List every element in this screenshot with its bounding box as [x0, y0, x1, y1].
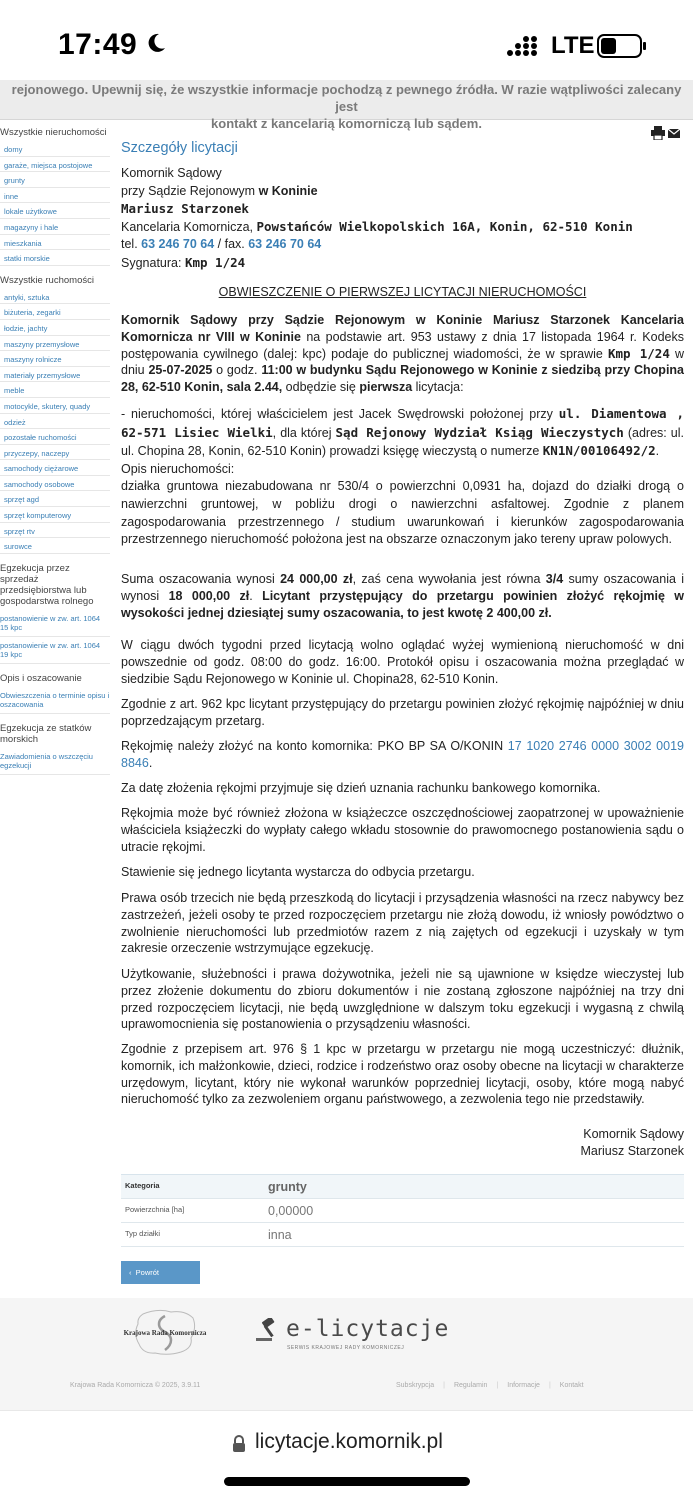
sidebar-item[interactable]: motocykle, skutery, quady	[0, 398, 110, 414]
footer-link-terms[interactable]: Regulamin	[453, 1382, 488, 1389]
elicytacje-subtitle: SERWIS KRAJOWEJ RADY KOMORNICZEJ	[287, 1345, 405, 1351]
footer-link-info[interactable]: Informacje	[507, 1382, 540, 1389]
table-row	[121, 1223, 684, 1247]
sidebar-item[interactable]: domy	[0, 141, 110, 157]
table-value: inna	[268, 1228, 292, 1242]
notice-paragraph-3: Suma oszacowania wynosi 24 000,00 zł, zaś cena wywołania jest równa 3/4 sumy oszacowania i wynosi 18 000,00 zł. Licytant przystępujący do przetargu powinien złożyć rękojmię w wysokości jednej dziesiątej sumy oszacowania, to jest kwotę 2 400,00 zł.	[121, 572, 685, 620]
sidebar-item[interactable]: postanowienie w zw. art. 1064 15 kpc	[0, 610, 110, 637]
krk-logo-text: Krajowa Rada Komornicza	[123, 1329, 207, 1337]
banner-line-2: kontakt z kancelarią komorniczą lub sądem.	[211, 116, 482, 131]
status-time: 17:49	[58, 28, 138, 61]
notice-paragraph-6: Rękojmię należy złożyć na konto komornika: PKO BP SA O/KONIN 17 1020 2746 0000 3002 0019 8846.	[121, 739, 684, 770]
back-button[interactable]: ‹ Powrót	[121, 1261, 200, 1284]
mail-icon[interactable]	[668, 129, 680, 138]
sidebar-item[interactable]: magazyny i hale	[0, 219, 110, 235]
moon-icon	[145, 32, 167, 54]
sidebar-item[interactable]: lokale użytkowe	[0, 203, 110, 219]
home-indicator[interactable]	[224, 1477, 470, 1486]
browser-url-bar[interactable]	[0, 1410, 693, 1500]
sidebar-item[interactable]: maszyny rolnicze	[0, 351, 110, 367]
phone-link[interactable]: 63 246 70 64	[141, 237, 215, 252]
battery-icon	[597, 34, 647, 58]
details-table	[121, 1174, 684, 1247]
table-value: 0,00000	[268, 1204, 314, 1218]
url-text[interactable]: licytacje.komornik.pl	[255, 1430, 443, 1453]
banner-line-1: rejonowego. Upewnij się, że wszystkie informacje pochodzą z pewnego źródła. W razie wątpliwości zalecany jest	[11, 82, 682, 114]
office-address: Kancelaria Komornicza, Powstańców Wielkopolskich 16A, Konin, 62-510 Konin	[121, 218, 633, 234]
notice-paragraph-10: Prawa osób trzecich nie będą przeszkodą do licytacji i przysądzenia własności na rzecz nabywcy bez zastrzeżeń, jeżeli osoby te przed rozpoczęciem przetargu nie złożą dowodu, iż wniosły powództwo o zwolnienie nieruchomości lub przedmiotów razem z nią zajętych od egzekucji i uzyskały w tym zakresie orzeczenie wstrzymujące egzekucję.	[121, 891, 684, 956]
gavel-icon	[256, 1318, 284, 1342]
notice-paragraph-11: Użytkowanie, służebności i prawa dożywotnika, jeżeli nie są ujawnione w księdze wieczystej lub przez złożenie dokumentu do zbioru dokumentów i nie zostaną zgłoszone najpóźniej na trzy dni przed rozpoczęciem licytacji, nie będą uwzględnione w dalszym toku egzekucji i wygasną z chwilą uprawomocnienia się postanowienia o przysądzeniu własności.	[121, 967, 684, 1032]
table-row	[121, 1175, 684, 1199]
table-key: Powierzchnia [ha]	[125, 1205, 185, 1214]
sidebar-section-agri[interactable]: Egzekucja przez sprzedaż przedsiębiorstwa lub gospodarstwa rolnego	[0, 562, 94, 607]
sidebar-item[interactable]: garaże, miejsca postojowe	[0, 157, 110, 173]
sidebar-item[interactable]: samochody ciężarowe	[0, 460, 110, 476]
sidebar-item[interactable]: sprzęt rtv	[0, 523, 110, 539]
table-key: Typ działki	[125, 1229, 161, 1238]
network-type: LTE	[551, 32, 595, 59]
footer-link-subscription[interactable]: Subskrypcja	[396, 1382, 435, 1389]
sidebar	[0, 122, 110, 775]
notice-paragraph-7: Za datę złożenia rękojmi przyjmuje się dzień uznania rachunku bankowego komornika.	[121, 781, 601, 795]
bank-account-link[interactable]: 17 1020 2746 0000 3002 0019 8846	[121, 739, 684, 770]
sidebar-item[interactable]: łodzie, jachty	[0, 320, 110, 336]
fax-link[interactable]: 63 246 70 64	[248, 237, 322, 252]
table-key: Kategoria	[125, 1181, 160, 1190]
sidebar-item[interactable]: postanowienie w zw. art. 1064 19 kpc	[0, 637, 110, 664]
sidebar-item[interactable]: Zawiadomienia o wszczęciu egzekucji	[0, 748, 110, 775]
table-row	[121, 1199, 684, 1223]
notice-paragraph-2: - nieruchomości, której właścicielem jest Jacek Swędrowski położonej przy ul. Diamentowa , 62-571 Lisiec Wielki, dla której Sąd Rejonowy Wydział Ksiąg Wieczystych (adres: ul. ul. Chopina 28, Konin, 62-510 Konin) prowadzi księgę wieczystą o numerze KN1N/00106492/2. Opis nieruchomości: działka gruntowa niezabudowana nr 530/4 o powierzchni 0,0931 ha, dojazd do działki drogą o nawierzchni gruntowej, w pobliżu drogi o nawierzchni asfaltowej. Zgodnie z planem zagospodarowania przestrzennego / studium uwarunkowań i kierunków zagospodarowania przestrzennego nieruchomość położona jest na obszarze oznaczonym jako tereny upraw polowych.	[121, 405, 684, 549]
chevron-left-icon: ‹	[129, 1268, 132, 1277]
sidebar-item[interactable]: przyczepy, naczepy	[0, 445, 110, 461]
sidebar-item[interactable]: materiały przemysłowe	[0, 367, 110, 383]
footer-links: Subskrypcja | Regulamin | Informacje | Kontakt	[396, 1382, 584, 1389]
property-description: działka gruntowa niezabudowana nr 530/4 o powierzchni 0,0931 ha, dojazd do działki drogą o nawierzchni gruntowej, w pobliżu drogi o nawierzchni asfaltowej. Zgodnie z planem zagospodarowania przestrzennego / studium uwarunkowań i kierunków zagospodarowania przestrzennego nieruchomość położona jest na obszarze oznaczonym jako tereny upraw polowych.	[121, 479, 684, 547]
office-phone: tel. 63 246 70 64 / fax. 63 246 70 64	[121, 237, 322, 252]
notice-paragraph-9: Stawienie się jednego licytanta wystarcza do odbycia przetargu.	[121, 865, 475, 879]
footer-link-contact[interactable]: Kontakt	[559, 1382, 584, 1389]
case-signature: Sygnatura: Kmp 1/24	[121, 254, 246, 270]
notice-paragraph-12: Zgodnie z przepisem art. 976 § 1 kpc w przetargu w przetargu nie mogą uczestniczyć: dłużnik, komornik, ich małżonkowie, dzieci, rodzice i rodzeństwo oraz osoby obecne na licytacji w charakterze urzędowym, licytant, który nie wykonał warunków poprzedniej licytacji, osoby, które mogą nabyć nieruchomość tylko za zezwoleniem organu państwowego, a zezwolenia tego nie przedstawiły.	[121, 1042, 684, 1107]
print-mail-icons	[651, 126, 681, 140]
notice-paragraph-1: Komornik Sądowy przy Sądzie Rejonowym w Koninie Mariusz Starzonek Kancelaria Komornicza nr VIII w Koninie na podstawie art. 953 ustawy z dnia 17 listopada 1964 r. Kodeks postępowania cywilnego (dalej: kpc) podaje do publicznej wiadomości, że w sprawie Kmp 1/24 w dniu 25-07-2025 o godz. 11:00 w budynku Sądu Rejonowego w Koninie z siedzibą przy Chopina 28, 62-510 Konin, sala 2.44, odbędzie się pierwsza licytacja:	[121, 313, 685, 395]
sidebar-item[interactable]: Obwieszczenia o terminie opisu i oszacowania	[0, 687, 110, 714]
sidebar-item[interactable]: mieszkania	[0, 235, 110, 251]
sidebar-item[interactable]: surowce	[0, 538, 110, 554]
sidebar-item[interactable]: antyki, sztuka	[0, 289, 110, 305]
sidebar-item[interactable]: biżuteria, zegarki	[0, 304, 110, 320]
sidebar-item[interactable]: sprzęt komputerowy	[0, 507, 110, 523]
elicytacje-name: e-licytacje	[286, 1316, 450, 1342]
notice-paragraph-5: Zgodnie z art. 962 kpc licytant przystępujący do przetargu powinien złożyć rękojmię najpóźniej w dniu poprzedzającym przetarg.	[121, 697, 684, 728]
notice-title: OBWIESZCZENIE O PIERWSZEJ LICYTACJI NIERUCHOMOŚCI	[218, 285, 587, 299]
warning-banner	[0, 80, 693, 131]
signature: Komornik Sądowy Mariusz Starzonek	[580, 1127, 684, 1158]
sidebar-section-movables[interactable]: Wszystkie ruchomości	[0, 274, 94, 286]
sidebar-item[interactable]: statki morskie	[0, 250, 110, 266]
table-value: grunty	[268, 1180, 307, 1194]
office-line-1: Komornik Sądowy	[121, 166, 222, 180]
elicytacje-logo[interactable]	[256, 1316, 450, 1351]
status-bar	[0, 0, 693, 80]
office-line-2: przy Sądzie Rejonowym w Koninie	[121, 183, 318, 198]
bailiff-office-info	[121, 165, 633, 273]
sidebar-item[interactable]: maszyny przemysłowe	[0, 336, 110, 352]
signal-icon	[506, 36, 544, 58]
sidebar-section-ships[interactable]: Egzekucja ze statków morskich	[0, 722, 92, 745]
sidebar-item[interactable]: inne	[0, 188, 110, 204]
bailiff-name: Mariusz Starzonek	[121, 201, 249, 217]
court-city: w Koninie	[258, 183, 318, 198]
sidebar-item[interactable]: odzież	[0, 414, 110, 430]
notice-paragraph-4: W ciągu dwóch tygodni przed licytacją wolno oglądać wyżej wymienioną nieruchomość w dni powszednie od godz. 08:00 do godz. 16:00. Protokół opisu i oszacowania można przeglądać w siedzibie Sądu Rejonowego w Koninie ul. Chopina28, 62-510 Konin.	[121, 638, 684, 686]
sidebar-item[interactable]: meble	[0, 382, 110, 398]
sidebar-section-opis[interactable]: Opis i oszacowanie	[0, 672, 82, 684]
page-title: Szczegóły licytacji	[121, 140, 238, 156]
copyright: Krajowa Rada Komornicza © 2025, 3.9.11	[70, 1382, 201, 1389]
sidebar-item[interactable]: samochody osobowe	[0, 476, 110, 492]
sidebar-item[interactable]: pozostałe ruchomości	[0, 429, 110, 445]
krk-logo[interactable]	[113, 1306, 217, 1358]
sidebar-item[interactable]: grunty	[0, 172, 110, 188]
sidebar-item[interactable]: sprzęt agd	[0, 491, 110, 507]
notice-paragraph-8: Rękojmia może być również złożona w książeczce oszczędnościowej zaopatrzonej w upoważnienie właściciela książeczki do wypłaty całego wkładu stosownie do prawomocnego postanowienia sądu o utracie rękojmi.	[121, 806, 684, 854]
footer	[0, 1298, 693, 1410]
page-actions	[651, 126, 681, 145]
sidebar-section-realestate[interactable]: Wszystkie nieruchomości	[0, 127, 107, 138]
print-icon[interactable]	[651, 126, 665, 140]
lock-icon	[232, 1435, 246, 1453]
property-description-label: Opis nieruchomości:	[121, 461, 235, 476]
